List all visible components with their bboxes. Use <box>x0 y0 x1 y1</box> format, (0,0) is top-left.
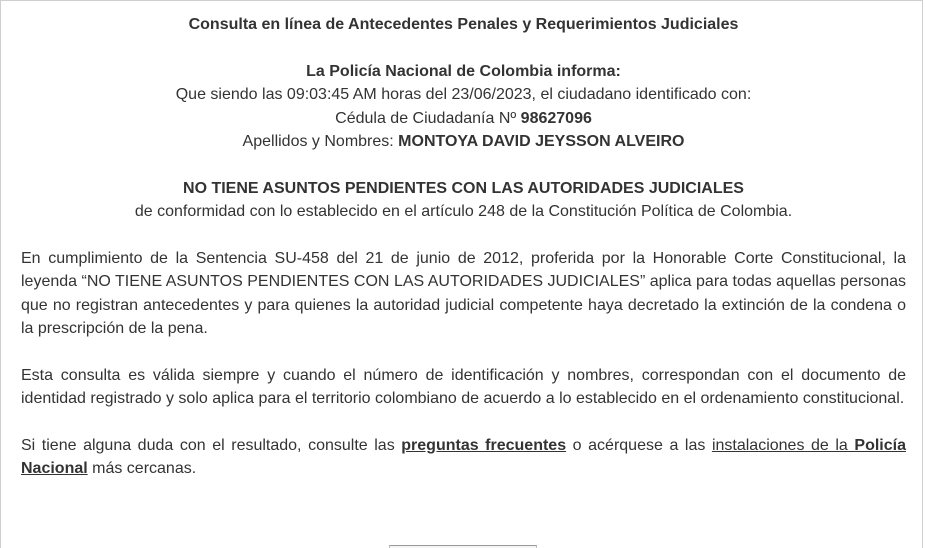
informa-heading: La Policía Nacional de Colombia informa: <box>306 62 621 80</box>
sentencia-paragraph: En cumplimiento de la Sentencia SU-458 del 21 de junio de 2012, proferida por la Honorable Corte Constitucional, la leyenda “NO TIENE ASUNTOS PENDIENTES CON LAS AUTORIDADES JUDICIALES” aplica para todas aquellas personas que no registran antecedentes y para quienes la autoridad judicial competente haya decretado la extinción de la condena o la prescripción de la pena. <box>21 249 906 337</box>
cedula-label: Cédula de Ciudadanía Nº <box>335 109 521 127</box>
informa-block <box>21 60 906 154</box>
names-value: MONTOYA DAVID JEYSSON ALVEIRO <box>398 133 685 150</box>
faq-link[interactable]: preguntas frecuentes <box>401 436 567 454</box>
spacer <box>21 37 906 60</box>
informa-timestamp-line: Que siendo las 09:03:45 AM horas del 23/06/2023, el ciudadano identificado con: <box>175 86 752 103</box>
policia-nacional-link-text: Policía Nacional <box>21 436 906 477</box>
result-block <box>21 177 906 224</box>
consulta-result-panel <box>21 13 906 481</box>
result-basis: de conformidad con lo establecido en el artículo 248 de la Constitución Política de Colombia. <box>134 203 793 220</box>
spacer <box>21 154 906 177</box>
spacer <box>21 341 906 364</box>
cedula-number: 98627096 <box>520 109 592 127</box>
help-paragraph <box>21 434 906 481</box>
help-text-after: más cercanas. <box>87 460 197 477</box>
help-text-before: Si tiene alguna duda con el resultado, consulte las <box>21 436 402 454</box>
names-label: Apellidos y Nombres: <box>242 133 399 150</box>
page-title: Consulta en línea de Antecedentes Penales y Requerimientos Judiciales <box>188 16 739 33</box>
help-text-middle: o acérquese a las <box>566 436 712 454</box>
result-status: NO TIENE ASUNTOS PENDIENTES CON LAS AUTORIDADES JUDICIALES <box>183 179 744 197</box>
validez-paragraph: Esta consulta es válida siempre y cuando el número de identificación y nombres, correspondan con el documento de identidad registrado y solo aplica para el territorio colombiano de acuerdo a lo establecido en el ordenamiento constitucional. <box>21 366 906 407</box>
installations-link-text: instalaciones de la <box>711 436 855 454</box>
spacer <box>21 411 906 434</box>
spacer <box>21 224 906 247</box>
names-line <box>21 130 906 154</box>
cedula-line <box>21 107 906 131</box>
